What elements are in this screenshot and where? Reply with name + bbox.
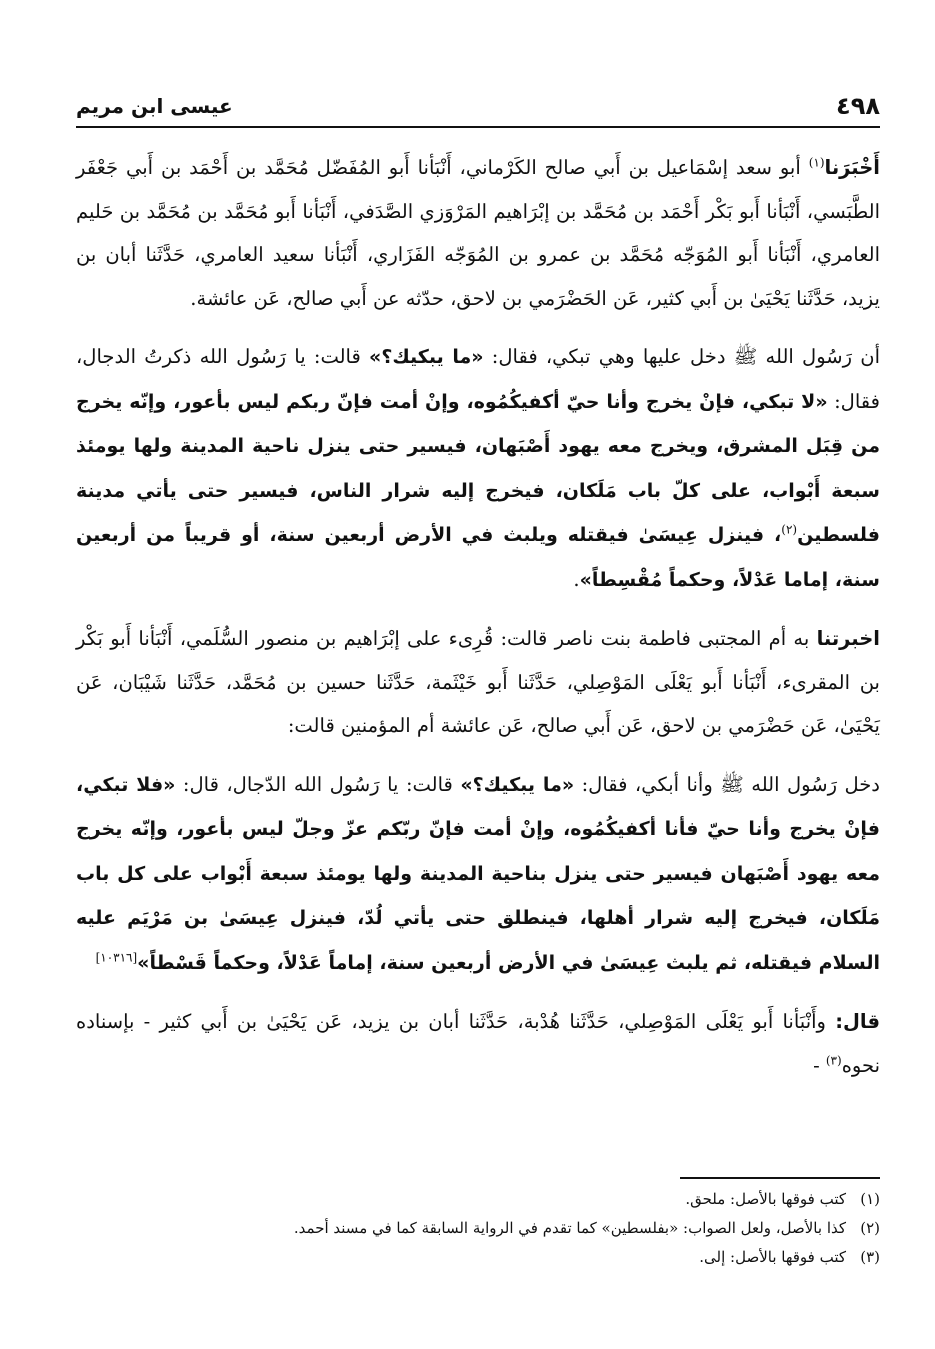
- footnotes: [76, 1185, 880, 1272]
- reference-number: [١٠٣١٦]: [95, 950, 138, 964]
- page-number: ٤٩٨: [836, 92, 880, 120]
- footnote-number: (٢): [860, 1219, 880, 1237]
- lead-word: اخبرتنا: [816, 627, 880, 650]
- hadith-quote: «لا تبكي، فإنْ يخرج وأنا حيّ أكفيكُمُوه، وإنْ أمت فإنّ ربكم ليس بأعور، وإنّه يخرج من قِبَل المشرق، ويخرج معه يهود أَصْبَهان، فيسير حتى ينزل ناحية المدينة ولها يومئذ سبعة أَبْواب، على كلّ باب مَلَكان، فيخرج إليه شرار الناس، فيسير حتى يأتي مدينة فلسطين: [76, 390, 880, 546]
- footnote-number: (١): [860, 1190, 880, 1208]
- paragraph-text: وأَنْبَأنا أَبو يَعْلَى المَوْصِلي، حَدَّثَنا هُدْبة، حَدَّثَنا أبان بن يزيد، عَن يَحْيَىٰ بن أَبي كثير - بإسناده نحوه: [76, 1010, 880, 1077]
- narration-text: أن رَسُول الله ﷺ دخل عليها وهي تبكي، فقال:: [483, 345, 880, 368]
- running-title: عيسى ابن مريم: [76, 94, 233, 118]
- footnote-text: كذا بالأصل، ولعل الصواب: «بفلسطين» كما تقدم في الرواية السابقة كما في مسند أحمد.: [293, 1219, 846, 1237]
- footnote-text: كتب فوقها بالأصل: ملحق.: [685, 1190, 846, 1208]
- narration-text: دخل رَسُول الله ﷺ وأنا أبكي، فقال:: [574, 772, 880, 796]
- footnote-ref-1: (١): [808, 155, 825, 170]
- hadith-quote: «ما يبكيك؟»: [460, 773, 575, 796]
- page-header: [76, 92, 880, 128]
- hadith-quote: «ما يبكيك؟»: [369, 346, 484, 368]
- hadith-quote: «فلا تبكي، فإنْ يخرج وأنا حيّ فأنا أكفيكُمُوه، وإنْ أمت فإنّ ربّكم عزّ وجلّ ليس بأعور، وإنّه يخرج معه يهود أَصْبَهان فيسير حتى ينزل بناحية المدينة ولها يومئذ سبعة أَبْواب على كل باب مَلَكان، فيخرج إليه شرار أهلها، فينطلق حتى يأتي لُدّ، فينزل عِيسَىٰ بن مَرْيَم عليه السلام فيقتله، ثم يلبث عِيسَىٰ في الأرض أربعين سنة، إماماً عَدْلاً، وحكماً قَسْطاً»: [76, 773, 880, 974]
- hadith-quote: ، فينزل عِيسَىٰ فيقتله ويلبث في الأرض أربعين سنة، أو قريباً من أربعين سنة، إماما عَدْلاً، وحكماً مُقْسِطاً»: [76, 524, 880, 591]
- footnote-item: [76, 1185, 880, 1214]
- footnote-number: (٣): [860, 1248, 880, 1266]
- lead-word: قال:: [835, 1010, 880, 1033]
- paragraph-text: أبو سعد إسْمَاعيل بن أَبي صالح الكَرْماني، أَنْبَأنا أَبو المُفَضّل مُحَمَّد بن أَحْمَد بن أَبي جَعْفَر الطَّبَسي، أَنْبَأنا أَبو بَكْر أَحْمَد بن مُحَمَّد بن إبْرَاهيم المَرْوَزي الصَّدَفي، أَنْبَأنا أَبو مُحَمَّد بن مُحَمَّد بن حَليم العامري، أَنْبَأنا أَبو المُوَجّه مُحَمَّد بن عمرو بن المُوَجّه الفَزَاري، أَنْبَأنا سعيد العامري، حَدَّثَنا أبان بن يزيد، حَدَّثَنا يَحْيَىٰ بن أَبي كثير، عَن الحَضْرَمي بن لاحق، حدّثه عن أَبي صالح، عَن عائشة.: [76, 156, 880, 310]
- paragraph-isnad-1: [76, 146, 880, 320]
- paragraph-text: به أم المجتبى فاطمة بنت ناصر قالت: قُرِىء على إبْرَاهيم بن منصور السُّلَمي، أَنْبَأنا أَبو بَكْر بن المقرىء، أَنْبَأنا أَبو يَعْلَى المَوْصِلي، حَدَّثَنا أَبو خَيْثَمة، حَدَّثَنا حسين بن مُحَمَّد، حَدَّثَنا شَيْبَان، عَن يَحْيَىٰ، عَن حَضْرَمي بن لاحق، عَن أَبي صالح، عَن عائشة أم المؤمنين قالت:: [76, 627, 880, 737]
- paragraph-hadith-2: [76, 763, 880, 986]
- footnote-item: [76, 1243, 880, 1272]
- footnote-text: كتب فوقها بالأصل: إلى.: [699, 1248, 846, 1266]
- narration-text: قالت: يا رَسُول الله الدّجال، قال:: [175, 772, 461, 796]
- paragraph-isnad-2: [76, 617, 880, 748]
- paragraph-text: -: [813, 1053, 826, 1077]
- footnote-divider: [680, 1177, 880, 1179]
- main-text: [76, 146, 880, 1102]
- narration-text: .: [573, 567, 580, 591]
- footnote-item: [76, 1214, 880, 1243]
- footnote-ref-3: (٣): [825, 1053, 842, 1067]
- narration-text: قالت: يا رَسُول الله ذكرتُ الدجال، فقال:: [76, 345, 880, 413]
- paragraph-isnad-3: [76, 1000, 880, 1087]
- lead-word: أَخْبَرَنا: [824, 156, 880, 179]
- footnote-ref-2: (٢): [781, 522, 798, 537]
- paragraph-hadith-1: [76, 335, 880, 602]
